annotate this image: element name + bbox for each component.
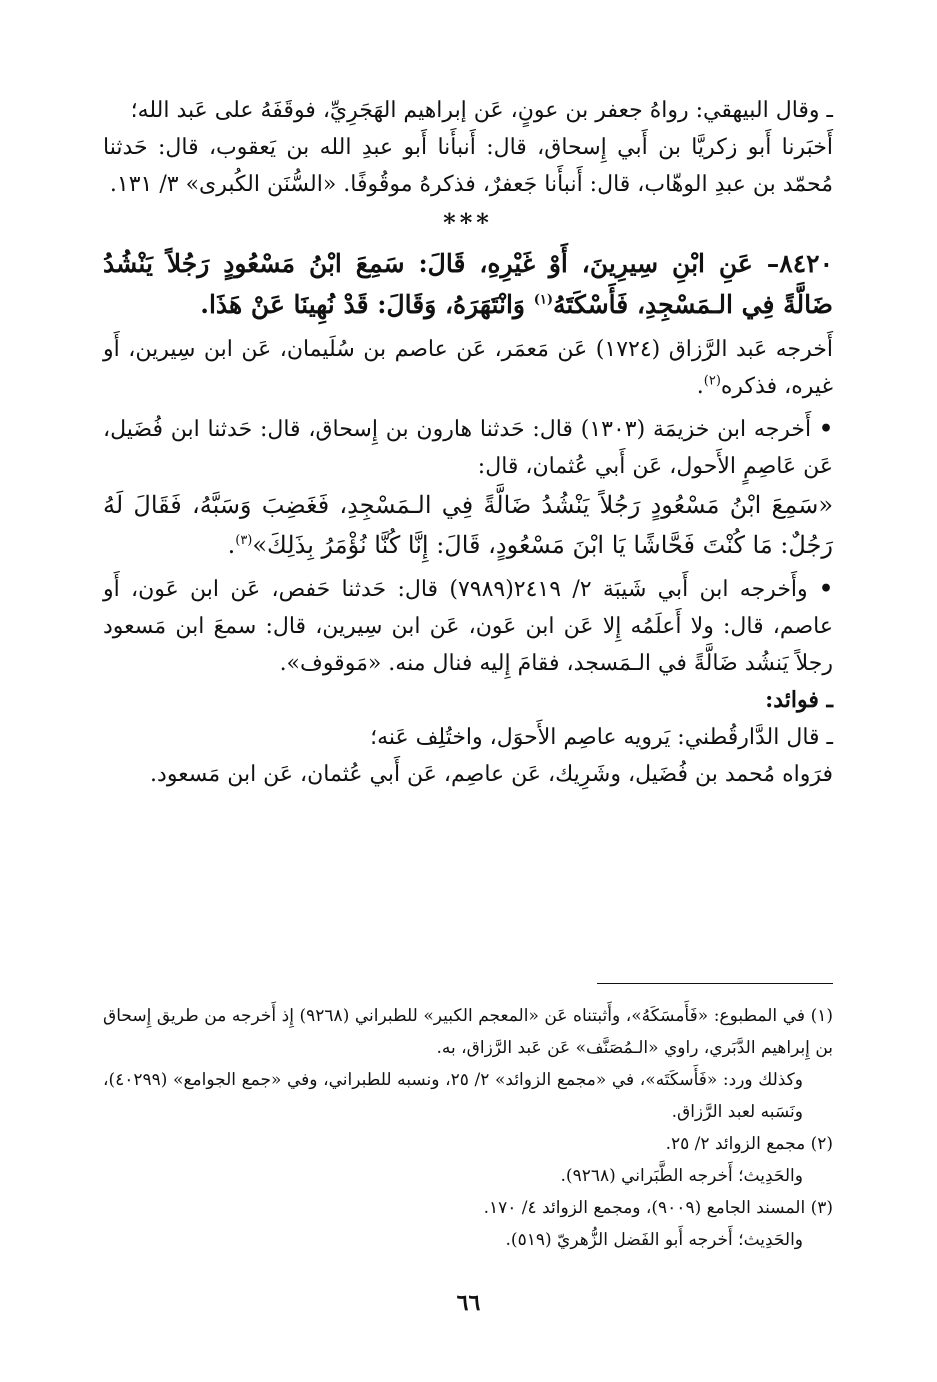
paragraph-isnad: أَخبَرنا أَبو زكريَّا بن أَبي إِسحاق، قال: أَنبأَنا أَبو عبدِ الله بن يَعقوب، قال: حَدثنا مُحمّد بن عبدِ الوهّاب، قال: أَنبأَنا جَعفرٌ، فذكرهُ موقُوفًا. «السُّنَن الكُبرى» ٣/ ١٣١.	[103, 135, 833, 197]
paragraph-bayhaqi: ـ وقال البيهقي: رواهُ جعفر بن عونٍ، عَن إبراهيم الهَجَرِيِّ، فوقَفَهُ على عَبد الله؛	[130, 98, 833, 123]
takhrij-ibn-khuzayma: • أَخرجه ابن خزيمَة (١٣٠٣) قال: حَدثنا هارون بن إِسحاق، قال: حَدثنا ابن فُضَيل، عَن عَاصِمٍ الأَحول، عَن أَبي عُثمان، قال:	[103, 416, 834, 479]
section-separator-stars: ***	[443, 208, 493, 237]
page-number: ٦٦	[456, 1290, 481, 1316]
hadith-number: ٨٤٢٠	[779, 249, 833, 278]
fawaid-line-1: ـ قال الدَّارقُطني: يَرويه عاصِم الأَحوَل، واختُلِف عَنه؛	[370, 725, 833, 750]
footnote-separator	[597, 983, 833, 984]
takhrij-ibn-abi-shayba: • وأَخرجه ابن أَبي شَيبَة ٢/ ٢٤١٩(٧٩٨٩) قال: حَدثنا حَفص، عَن ابن عَون، أَو عاصم، قال: ولا أَعلَمُه إِلا عَن ابن عَون، عَن ابن سِيرين، قال: سمعَ ابن مَسعود رجلاً يَنشُد ضَالَّةً في الـمَسجد، فقامَ إِليه فنال منه. «مَوقوف».	[103, 576, 834, 676]
takhrij-abdulrazzaq: أَخرجه عَبد الرَّزاق (١٧٢٤) عَن مَعمَر، عَن عاصم بن سُلَيمان، عَن ابن سِيرين، أَو غيره، فذكره$^{(٢)}$.	[103, 337, 833, 399]
footnotes	[103, 1000, 833, 1256]
footnote-2-continued: والحَدِيث؛ أَخرجه الطَّبَراني (٩٢٦٨).	[560, 1166, 803, 1186]
hadith-body: – عَنِ ابْنِ سِيرِينَ، أَوْ غَيْرِهِ، قَالَ: سَمِعَ ابْنُ مَسْعُودٍ رَجُلاً يَنْشُدُ ضَالَّةً فِي الـمَسْجِدِ، فَأَسْكَتَهُ	[103, 249, 833, 319]
bullet-icon: •	[818, 416, 834, 442]
footnote-ref-3: (٣)	[235, 533, 253, 548]
bullet-icon: •	[818, 576, 834, 602]
hadith-body-end: وَانْتَهَرَهُ، وَقَالَ: قَدْ نُهِينَا عَنْ هَذَا.	[200, 290, 534, 319]
footnote-3-continued: والحَدِيث؛ أَخرجه أَبو الفَضل الزُّهريّ (٥١٩).	[505, 1230, 803, 1250]
footnote-3: (٣) المسند الجامع (٩٠٠٩)، ومجمع الزوائد ٤/ ١٧٠.	[483, 1198, 833, 1218]
hadith-text	[103, 243, 833, 325]
footnote-2: (٢) مجمع الزوائد ٢/ ٢٥.	[665, 1134, 833, 1154]
footnote-ref-1: (١)	[533, 292, 553, 308]
footnote-1-continued: وكذلك ورد: «فَأَسكَتَه»، في «مجمع الزوائد» ٢/ ٢٥، ونسبه للطبراني، وفي «جمع الجوامع» (٤٠٢٩٩)، ونَسَبه لعبد الرَّزاق.	[103, 1070, 803, 1122]
fawaid-line-2: فرَواه مُحمد بن فُضَيل، وشَرِيك، عَن عاصِم، عَن أَبي عُثمان، عَن ابن مَسعود.	[150, 762, 833, 787]
footnote-ref-2: (٢)	[703, 373, 721, 389]
main-text	[103, 92, 833, 793]
fawaid-heading: ـ فوائد:	[765, 687, 833, 713]
quoted-hadith: «سَمِعَ ابْنُ مَسْعُودٍ رَجُلاً يَنْشُدُ ضَالَّةً فِي الـمَسْجِدِ، فَغَضِبَ وَسَبَّهُ، فَقَالَ لَهُ رَجُلٌ: مَا كُنْتَ فَحَّاشًا يَا ابْنَ مَسْعُودٍ، قَالَ: إِنَّا كُنَّا نُؤْمَرُ بِذَلِكَ»$^{(٣)}$.	[103, 491, 833, 559]
footnote-1: (١) في المطبوع: «فَأَمسَكَهُ»، وأَثبتناه عَن «المعجم الكبير» للطبراني (٩٢٦٨) إِذ أَخرجه من طريق إِسحاق بن إِبراهيم الدَّبَري، راوي «الـمُصَنَّف» عَن عَبد الرَّزاق، به.	[103, 1006, 833, 1058]
